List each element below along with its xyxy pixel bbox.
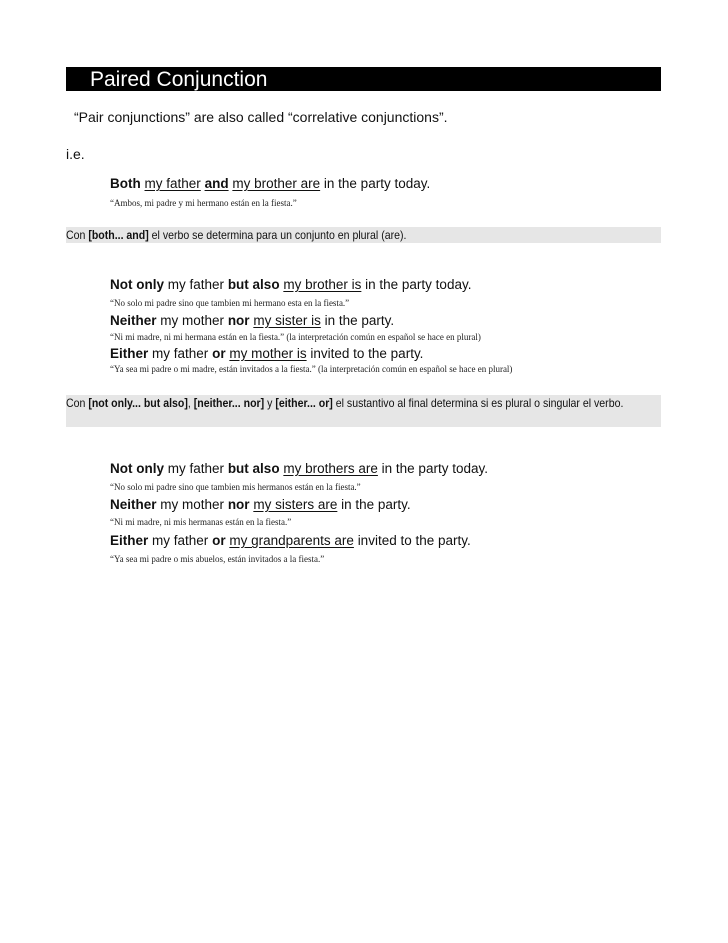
conjunction-word: nor xyxy=(227,497,250,512)
conjunction-word: but also xyxy=(227,277,280,292)
note-word: y xyxy=(267,396,273,410)
subject-verb: my brother is xyxy=(283,277,362,292)
conjunction-word: but also xyxy=(227,461,280,476)
ie-label: i.e. xyxy=(66,146,85,162)
subject-verb: my mother is xyxy=(229,346,307,361)
subject-verb: my sisters are xyxy=(253,497,338,512)
note-bold: [either... or] xyxy=(275,396,333,410)
note-word: Con xyxy=(66,228,86,242)
subject-part: my father xyxy=(152,533,209,548)
conjunction-word: or xyxy=(212,346,226,361)
subject-part: my father xyxy=(167,277,225,292)
example-sentence xyxy=(110,497,411,512)
note-rest: el sustantivo al final determina si es plural o singular el verbo. xyxy=(335,396,624,410)
sentence-rest: invited to the party. xyxy=(357,533,471,548)
example-sentence xyxy=(110,176,430,191)
grammar-note xyxy=(66,395,661,427)
section-title: Paired Conjunction xyxy=(90,68,268,91)
example-sentence xyxy=(110,346,423,361)
sentence-rest: in the party today. xyxy=(323,176,431,191)
subject-verb: my grandparents are xyxy=(229,533,354,548)
subject-part: my father xyxy=(167,461,225,476)
conjunction-word: and xyxy=(204,176,229,191)
conjunction-word: Either xyxy=(110,346,149,361)
conjunction-word: Not only xyxy=(110,277,164,292)
conjunction-word: Not only xyxy=(110,461,164,476)
subject-part: my father xyxy=(152,346,209,361)
note-bold: [neither... nor] xyxy=(193,396,265,410)
translation: “No solo mi padre sino que tambien mi hermano esta en la fiesta.” xyxy=(110,298,350,308)
subject-part: my mother xyxy=(160,497,225,512)
sentence-rest: in the party. xyxy=(324,313,395,328)
sentence-rest: in the party today. xyxy=(365,277,472,292)
example-sentence xyxy=(110,313,394,328)
translation: “Ambos, mi padre y mi hermano están en la fiesta.” xyxy=(110,198,297,208)
subject-verb: my brother are xyxy=(232,176,321,191)
subject-part: my mother xyxy=(160,313,225,328)
example-sentence xyxy=(110,461,488,476)
note-word: Con xyxy=(66,396,86,410)
translation: “Ya sea mi padre o mi madre, están invitados a la fiesta.” (la interpretación común en español se hace en plural) xyxy=(110,364,513,374)
conjunction-word: or xyxy=(212,533,226,548)
note-bold: [both... and] xyxy=(88,228,149,242)
conjunction-word: Both xyxy=(110,176,141,191)
subject-verb: my brothers are xyxy=(283,461,378,476)
intro-text: “Pair conjunctions” are also called “correlative conjunctions”. xyxy=(74,109,448,125)
note-bold: [not only... but also] xyxy=(88,396,188,410)
subject-part: my father xyxy=(144,176,201,191)
translation: “No solo mi padre sino que tambien mis hermanos están en la fiesta.” xyxy=(110,482,361,492)
conjunction-word: Neither xyxy=(110,497,157,512)
conjunction-word: Neither xyxy=(110,313,157,328)
note-separator: , xyxy=(187,396,191,410)
section-title-bar xyxy=(66,67,661,91)
translation: “Ya sea mi padre o mis abuelos, están invitados a la fiesta.” xyxy=(110,554,325,564)
conjunction-word: Either xyxy=(110,533,149,548)
sentence-rest: invited to the party. xyxy=(310,346,424,361)
example-sentence xyxy=(110,277,471,292)
grammar-note xyxy=(66,227,661,243)
subject-verb: my sister is xyxy=(253,313,321,328)
translation: “Ni mi madre, ni mis hermanas están en la fiesta.” xyxy=(110,517,292,527)
sentence-rest: in the party today. xyxy=(381,461,488,476)
example-sentence xyxy=(110,533,471,548)
translation: “Ni mi madre, ni mi hermana están en la fiesta.” (la interpretación común en español se hace en plural) xyxy=(110,332,481,342)
note-rest: el verbo se determina para un conjunto en plural (are). xyxy=(151,228,407,242)
conjunction-word: nor xyxy=(227,313,250,328)
sentence-rest: in the party. xyxy=(341,497,411,512)
